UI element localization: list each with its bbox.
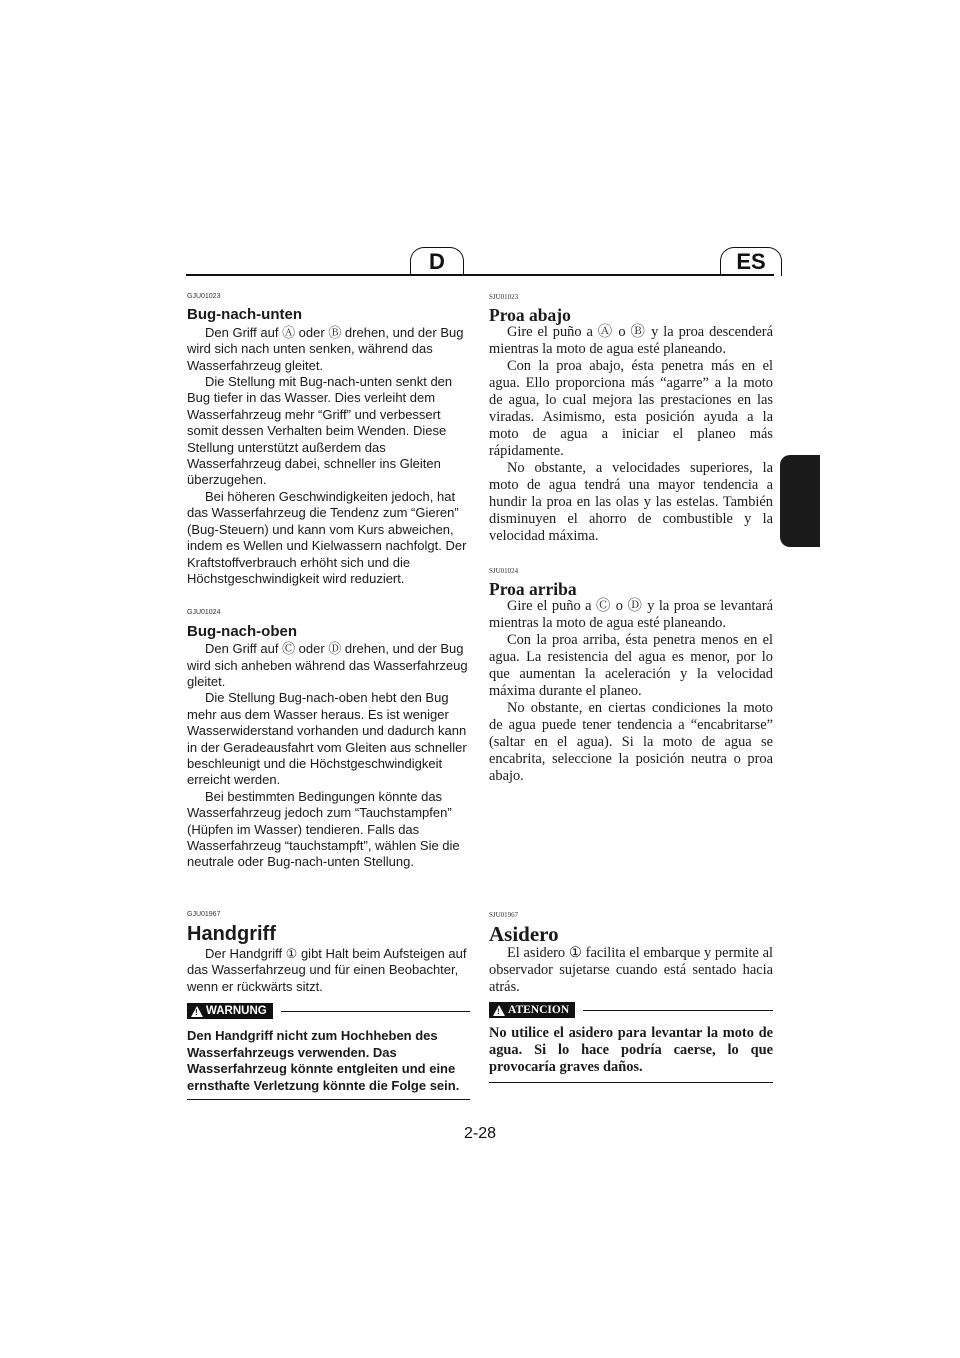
warning-bottom-rule	[187, 1099, 470, 1100]
section-code: GJU01024	[187, 609, 221, 617]
paragraph: Den Griff auf Ⓐ oder Ⓑ drehen, und der Bug wird sich nach unten senken, während das Wasserfahrzeug gleitet.	[187, 324, 464, 373]
section-code: GJU01023	[187, 293, 221, 300]
paragraph: Der Handgriff ① gibt Halt beim Aufsteigen auf das Wasserfahrzeug und für einen Beobachter, wenn er rückwärts sitzt.	[187, 945, 467, 994]
section-code: SJU01023	[489, 293, 519, 301]
section-code: GJU01967	[187, 911, 221, 918]
language-tab-spanish: ES	[720, 247, 782, 276]
paragraph: Den Griff auf Ⓒ oder Ⓓ drehen, und der Bug wird sich anheben während das Wasserfahrzeug gleitet.	[187, 641, 468, 689]
warning-triangle-icon: !	[191, 1006, 203, 1017]
section-heading: Asidero	[489, 922, 559, 946]
warning-header	[489, 1002, 773, 1018]
section-heading: Handgriff	[187, 923, 276, 946]
warning-rule	[583, 1010, 773, 1011]
warning-text: Den Handgriff nicht zum Hochheben des Wasserfahrzeugs verwenden. Das Wasserfahrzeug könnte entgleiten und eine ernsthafte Verletzung könnte die Folge sein.	[187, 1028, 460, 1093]
chapter-thumb-tab	[780, 455, 820, 547]
paragraph: Die Stellung mit Bug-nach-unten senkt den Bug tiefer in das Wasser. Dies verleiht dem Wasserfahrzeug mehr “Griff” und verbessert somit dessen Verhalten beim Wenden. Diese Stellung unterstützt außerdem das Wasserfahrzeug dabei, schneller ins Gleiten überzugehen.	[187, 374, 453, 488]
warning-text: No utilice el asidero para levantar la moto de agua. Si lo hace podría caerse, lo que provocaría graves daños.	[489, 1025, 773, 1075]
paragraph: Con la proa abajo, ésta penetra más en el agua. Ello proporciona más “agarre” a la moto de agua, lo cual mejora las prestaciones en las viradas. Asimismo, esta posición ayuda a la moto de agua a iniciar el planeo más rápidamente.	[489, 358, 773, 459]
german-column	[187, 289, 470, 871]
warning-label: WARNUNG	[206, 1005, 267, 1018]
section-heading: Proa arriba	[489, 579, 577, 599]
spanish-asidero-section	[489, 907, 773, 1083]
language-tab-german: D	[410, 247, 464, 276]
paragraph: El asidero ① facilita el embarque y permite al observador sujetarse cuando está sentado hacia atrás.	[489, 945, 773, 995]
warning-rule	[281, 1011, 470, 1012]
paragraph: Bei höheren Geschwindigkeiten jedoch, hat das Wasserfahrzeug die Tendenz zum “Gieren” (Bug-Steuern) und kann vom Kurs abweichen, indem es Wellen und Kielwassern nachfolgt. Der Kraftstoffverbrauch erhöht sich und die Höchstgeschwindigkeit wird reduziert.	[187, 488, 467, 586]
paragraph: Die Stellung Bug-nach-oben hebt den Bug mehr aus dem Wasser heraus. Es ist weniger Wasserwiderstand vorhanden und dadurch kann in der Geradeausfahrt vom Gleiten aus schneller beschleunigt und die Höchstgeschwindigkeit erreicht werden.	[187, 690, 467, 788]
warning-bottom-rule	[489, 1082, 773, 1083]
section-heading: Proa abajo	[489, 305, 571, 325]
paragraph: Gire el puño a Ⓒ o Ⓓ y la proa se levantará mientras la moto de agua esté planeando.	[489, 598, 773, 631]
warning-triangle-icon: !	[493, 1005, 505, 1016]
paragraph: Gire el puño a Ⓐ o Ⓑ y la proa descenderá mientras la moto de agua esté planeando.	[489, 324, 773, 357]
section-code: SJU01024	[489, 567, 519, 575]
warning-label: ATENCION	[508, 1004, 570, 1016]
warning-header	[187, 1003, 470, 1019]
spanish-column	[489, 289, 773, 785]
section-heading: Bug-nach-unten	[187, 306, 302, 324]
section-code: SJU01967	[489, 911, 519, 919]
warning-label-box	[489, 1002, 575, 1018]
page-number: 2-28	[463, 1125, 497, 1142]
paragraph: No obstante, en ciertas condiciones la moto de agua puede tener tendencia a “encabritarse” (saltar en el agua). Si la moto de agua se encabrita, seleccione la posición neutra o proa abajo.	[489, 700, 773, 784]
german-handgriff-section	[187, 907, 470, 1100]
section-heading: Bug-nach-oben	[187, 622, 297, 640]
warning-label-box	[187, 1003, 273, 1019]
header-rule	[186, 274, 774, 276]
paragraph: No obstante, a velocidades superiores, la moto de agua tendrá una mayor tendencia a hundir la proa en las olas y las estelas. También disminuyen el ahorro de combustible y la velocidad máxima.	[489, 460, 773, 544]
paragraph: Bei bestimmten Bedingungen könnte das Wasserfahrzeug jedoch zum “Tauchstampfen” (Hüpfen im Wasser) tendieren. Falls das Wasserfahrzeug “tauchstampft”, wählen Sie die neutrale oder Bug-nach-unten Stellung.	[187, 788, 460, 870]
paragraph: Con la proa arriba, ésta penetra menos en el agua. La resistencia del agua es menor, por lo que aumentan la aceleración y la velocidad máxima durante el planeo.	[489, 632, 773, 699]
